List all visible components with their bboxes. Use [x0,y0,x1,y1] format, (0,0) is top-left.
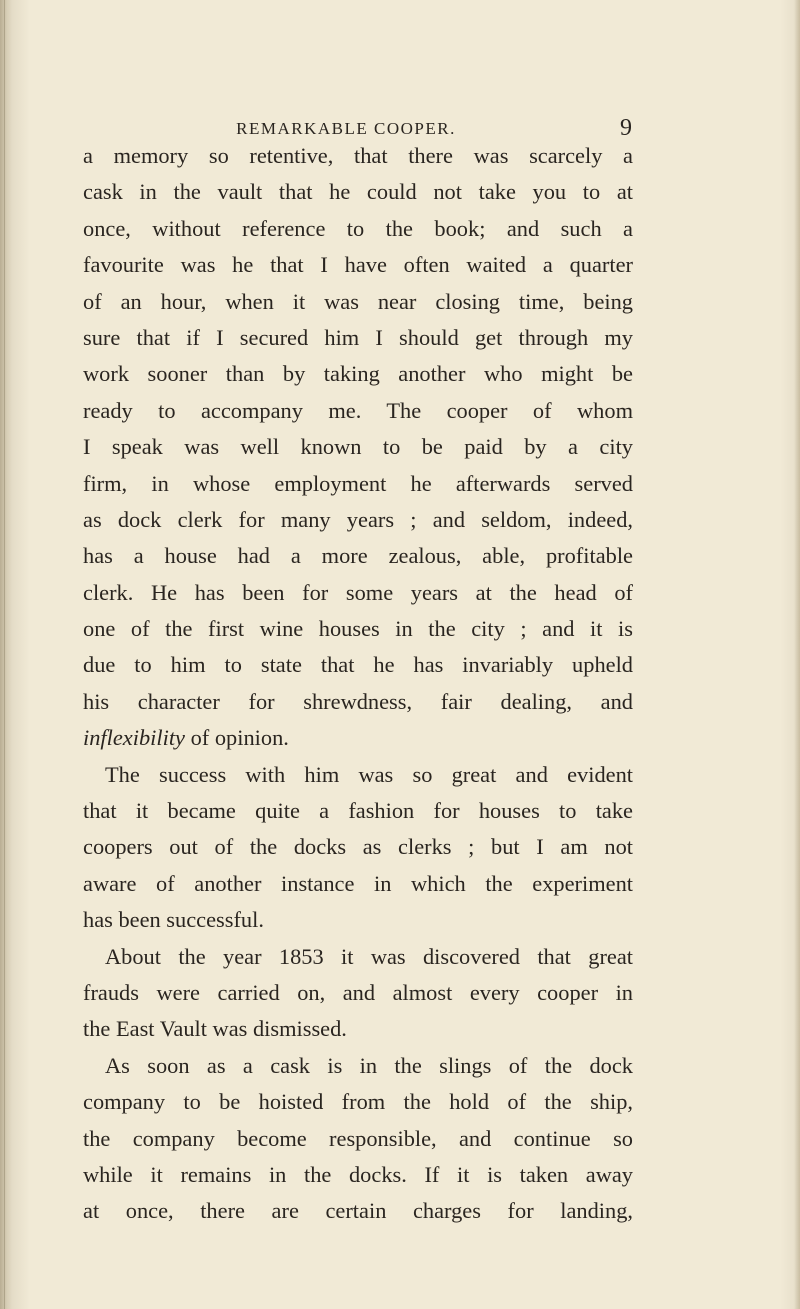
text-line: his character for shrewdness, fair dealing, and [83,688,633,714]
text-line: work sooner than by taking another who might be [83,361,633,387]
text-line: has a house had a more zealous, able, profitable [83,543,633,569]
text-line: The success with him was so great and evident [105,761,633,787]
text-line: cask in the vault that he could not take you to at [83,179,633,205]
text-line: the East Vault was dismissed. [83,1016,347,1042]
text-line: favourite was he that I have often waited a quarter [83,252,633,278]
text-line: has been successful. [83,907,264,933]
text-line: As soon as a cask is in the slings of the dock [105,1052,633,1078]
text-line: clerk. He has been for some years at the head of [83,579,633,605]
text-line: of an hour, when it was near closing time, being [83,288,633,314]
text-line: the company become responsible, and continue so [83,1125,633,1151]
text-line: ready to accompany me. The cooper of whom [83,397,633,423]
text-line: coopers out of the docks as clerks ; but I am not [83,834,633,860]
text-line: that it became quite a fashion for houses to take [83,798,633,824]
text-line: due to him to state that he has invariably upheld [83,652,633,678]
page-number: 9 [620,115,632,141]
text-line: About the year 1853 it was discovered that great [105,943,633,969]
text-line: once, without reference to the book; and such a [83,215,633,241]
text-line: one of the first wine houses in the city ; and it is [83,616,633,642]
page-gutter-line [4,0,5,1309]
text-line: at once, there are certain charges for landing, [83,1198,633,1224]
page-edge-shadow [794,0,800,1309]
text-line: while it remains in the docks. If it is taken away [83,1161,633,1187]
text-line [83,720,633,756]
text-line: frauds were carried on, and almost every cooper in [83,979,633,1005]
italic-word: inflexibility [83,725,185,751]
text-line: sure that if I secured him I should get through my [83,324,633,350]
text-line: company to be hoisted from the hold of the ship, [83,1089,633,1115]
text-line: I speak was well known to be paid by a city [83,434,633,460]
body-text [83,138,633,1230]
text-line: firm, in whose employment he afterwards served [83,470,633,496]
text-fragment: of opinion. [190,725,289,751]
page-gutter-shadow [0,0,12,1309]
running-title: REMARKABLE COOPER. [236,119,456,138]
text-line: a memory so retentive, that there was scarcely a [83,143,633,168]
text-line: aware of another instance in which the experiment [83,870,633,896]
text-line: as dock clerk for many years ; and seldom, indeed, [83,506,633,532]
